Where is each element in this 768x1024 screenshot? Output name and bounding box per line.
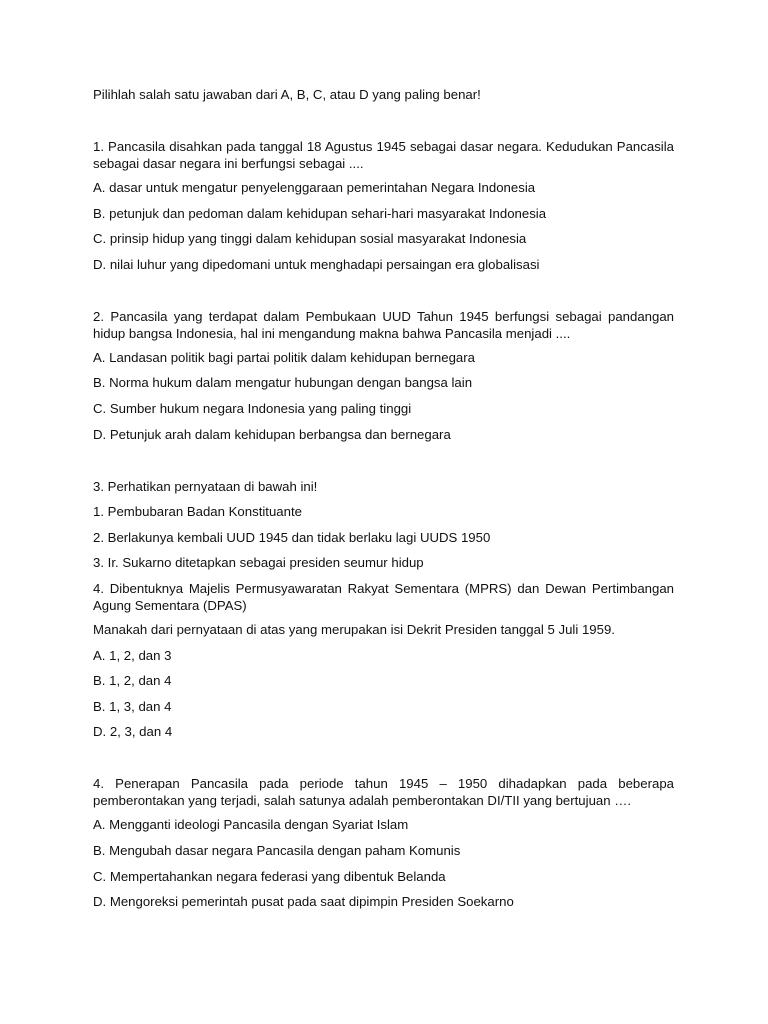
question-1 [93, 138, 674, 273]
question-3-statement-3: 3. Ir. Sukarno ditetapkan sebagai presiden seumur hidup [93, 555, 424, 571]
question-1-option-d: D. nilai luhur yang dipedomani untuk menghadapi persaingan era globalisasi [93, 256, 540, 272]
question-3-stem: 3. Perhatikan pernyataan di bawah ini! [93, 478, 318, 494]
question-3-statement-1: 1. Pembubaran Badan Konstituante [93, 504, 302, 520]
question-4-stem: 4. Penerapan Pancasila pada periode tahun 1945 – 1950 dihadapkan pada beberapa pemberontakan yang terjadi, salah satunya adalah pemberontakan DI/TII yang bertujuan …. [93, 776, 674, 809]
question-3-option-b: B. 1, 2, dan 4 [93, 673, 172, 689]
question-2-option-b: B. Norma hukum dalam mengatur hubungan dengan bangsa lain [93, 375, 473, 391]
question-2-option-a: A. Landasan politik bagi partai politik dalam kehidupan bernegara [93, 349, 475, 365]
question-4 [93, 775, 674, 910]
document-page [93, 86, 674, 910]
question-2-option-c: C. Sumber hukum negara Indonesia yang paling tinggi [93, 400, 412, 416]
question-3-statement-4: 4. Dibentuknya Majelis Permusyawaratan Rakyat Sementara (MPRS) dan Dewan Pertimbangan Agung Sementara (DPAS) [93, 580, 674, 613]
question-3-option-d: D. 2, 3, dan 4 [93, 724, 173, 740]
question-3 [93, 478, 674, 741]
question-4-option-a: A. Mengganti ideologi Pancasila dengan Syariat Islam [93, 817, 409, 833]
question-3-option-a: A. 1, 2, dan 3 [93, 647, 172, 663]
question-1-option-c: C. prinsip hidup yang tinggi dalam kehidupan sosial masyarakat Indonesia [93, 231, 527, 247]
question-1-option-a: A. dasar untuk mengatur penyelenggaraan pemerintahan Negara Indonesia [93, 180, 536, 195]
question-4-option-c: C. Mempertahankan negara federasi yang dibentuk Belanda [93, 868, 446, 884]
question-3-statement-2: 2. Berlakunya kembali UUD 1945 dan tidak berlaku lagi UUDS 1950 [93, 529, 491, 545]
question-1-stem: 1. Pancasila disahkan pada tanggal 18 Agustus 1945 sebagai dasar negara. Kedudukan Pancasila sebagai dasar negara ini berfungsi sebagai .... [93, 139, 674, 171]
question-4-option-b: B. Mengubah dasar negara Pancasila dengan paham Komunis [93, 842, 461, 858]
question-1-option-b: B. petunjuk dan pedoman dalam kehidupan sehari-hari masyarakat Indonesia [93, 205, 547, 221]
question-4-option-d: D. Mengoreksi pemerintah pusat pada saat dipimpin Presiden Soekarno [93, 894, 514, 910]
question-2-stem: 2. Pancasila yang terdapat dalam Pembukaan UUD Tahun 1945 berfungsi sebagai pandangan hidup bangsa Indonesia, hal ini mengandung makna bahwa Pancasila menjadi .... [93, 308, 674, 341]
instruction-text: Pilihlah salah satu jawaban dari A, B, C, atau D yang paling benar! [93, 87, 481, 102]
question-2 [93, 308, 674, 443]
question-3-option-c: B. 1, 3, dan 4 [93, 698, 172, 714]
question-2-option-d: D. Petunjuk arah dalam kehidupan berbangsa dan bernegara [93, 426, 451, 442]
question-3-prompt: Manakah dari pernyataan di atas yang merupakan isi Dekrit Presiden tanggal 5 Juli 1959. [93, 621, 615, 637]
